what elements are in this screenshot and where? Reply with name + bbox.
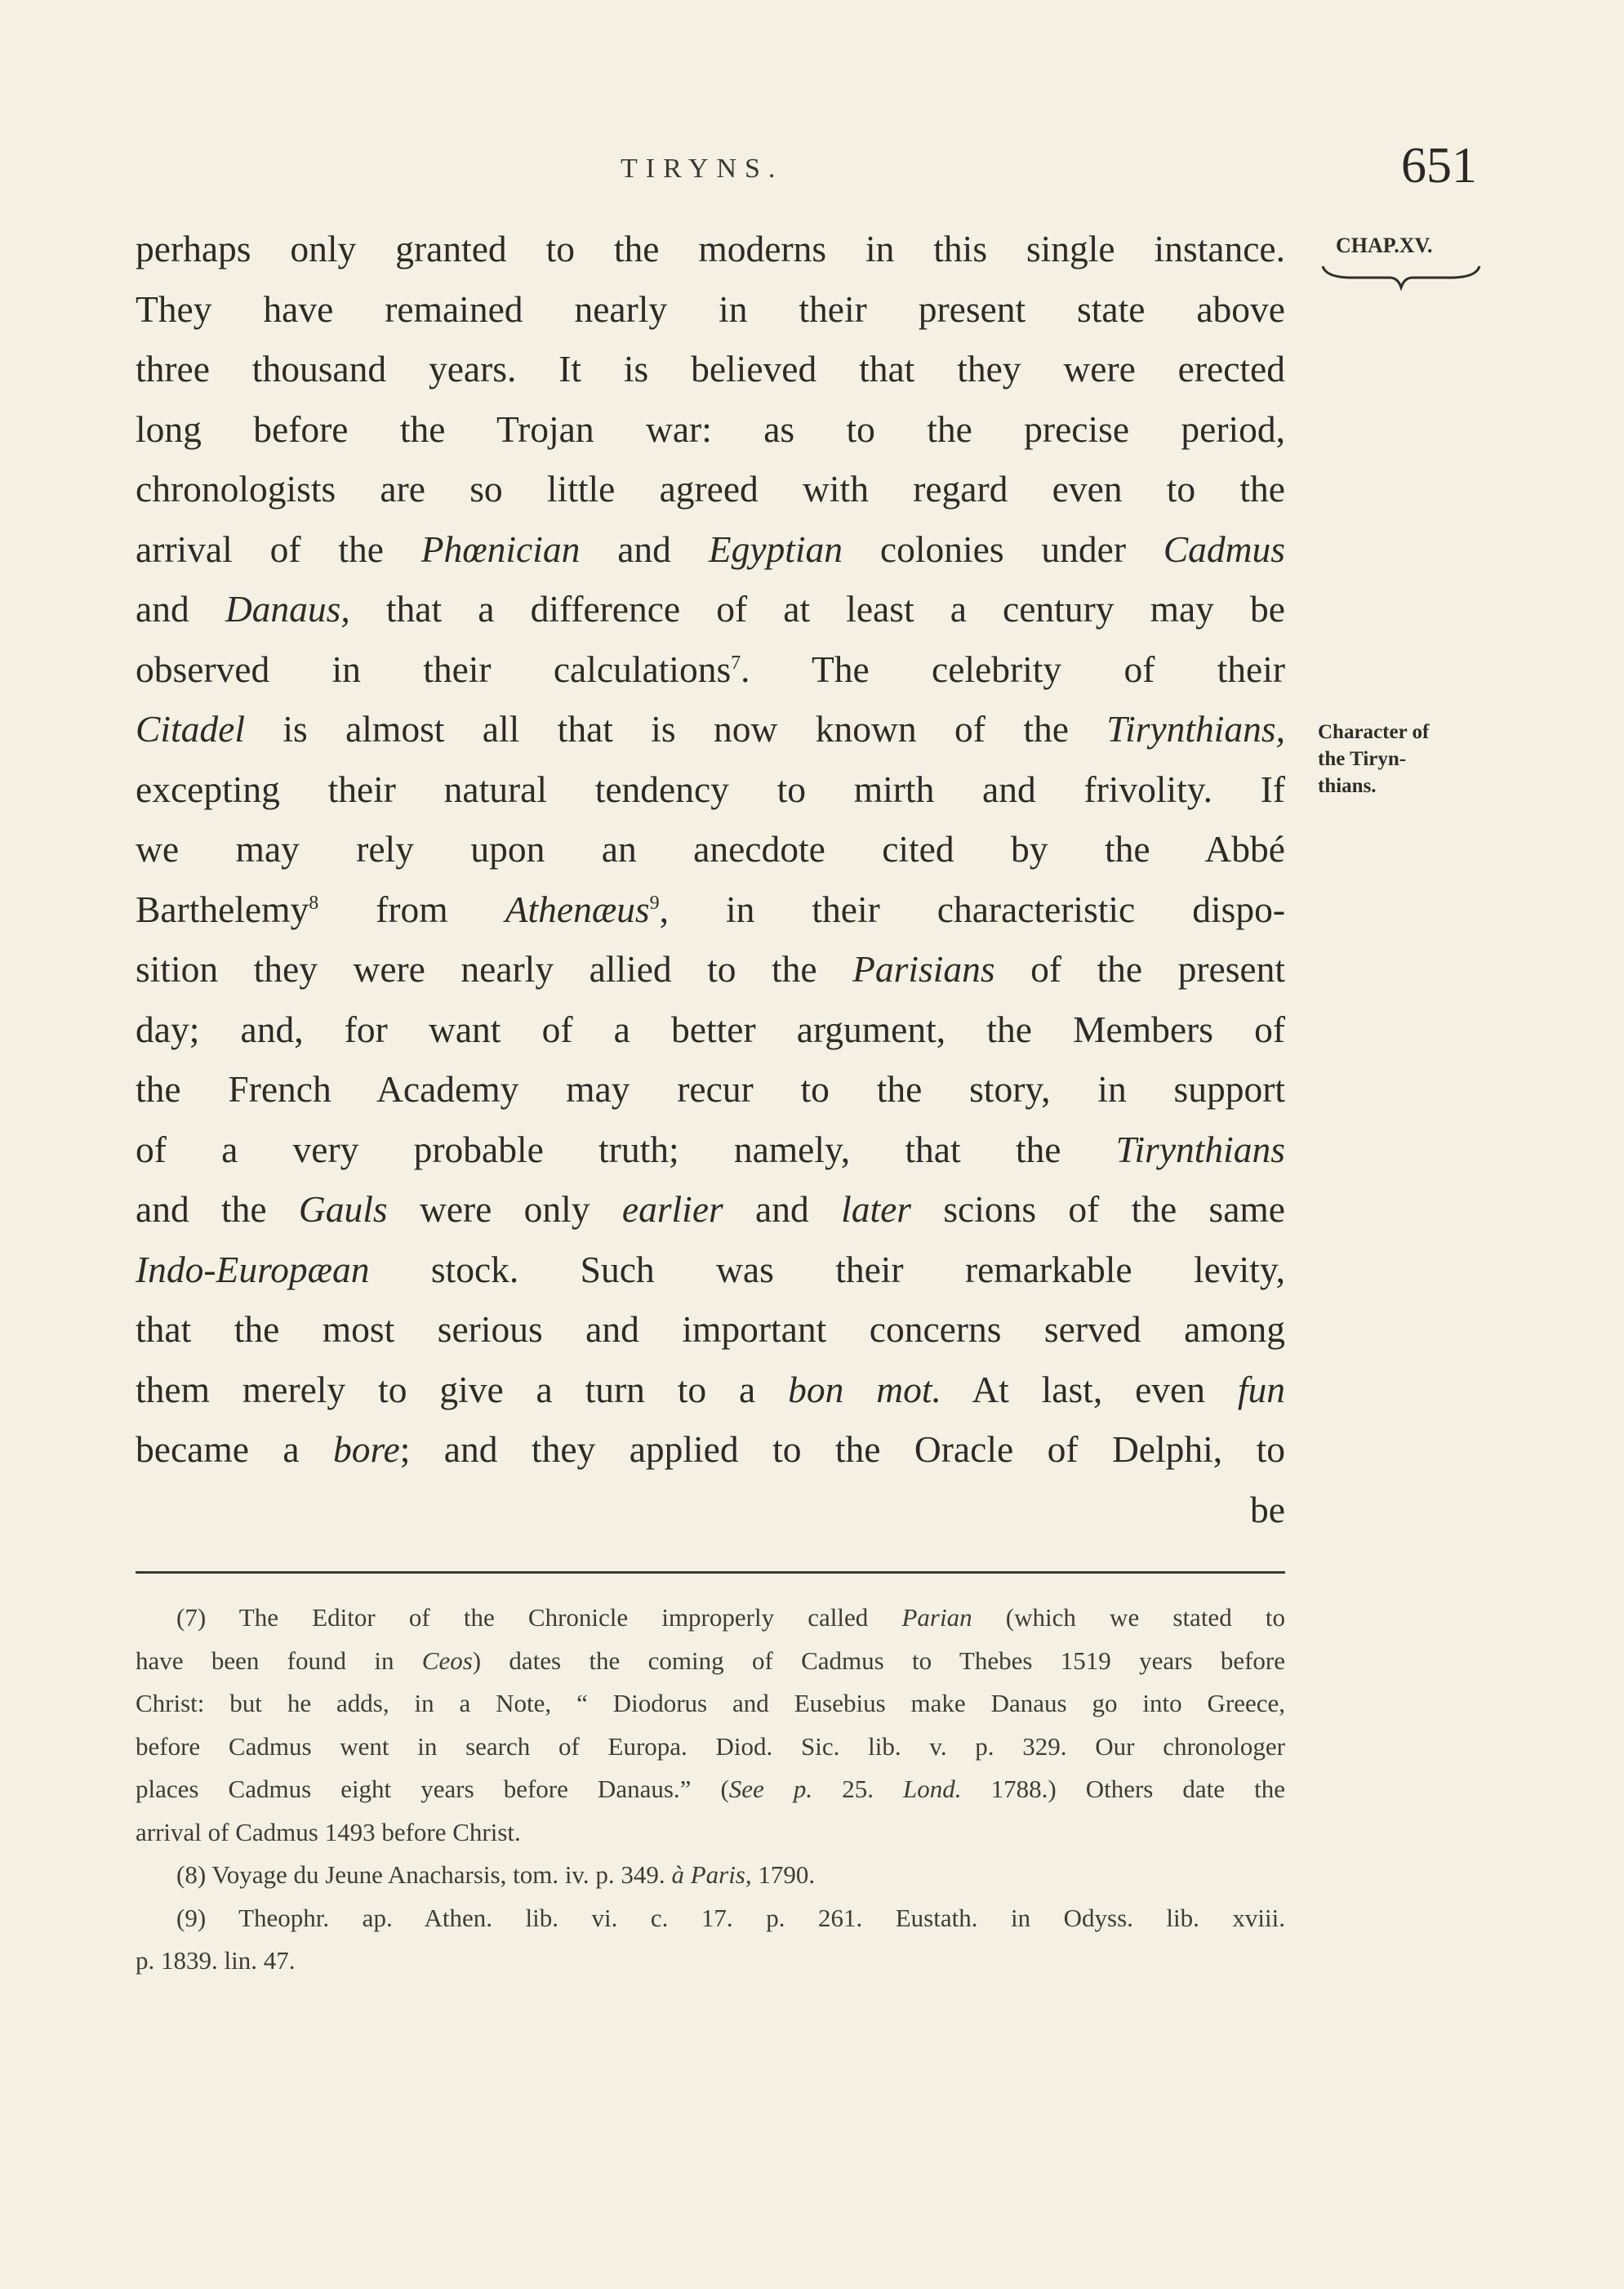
- text-run: became a: [136, 1428, 333, 1470]
- text-line: [136, 699, 1285, 759]
- text-line: [136, 759, 1285, 820]
- text-run: 25.: [812, 1775, 904, 1803]
- footnote-line: [136, 1768, 1285, 1811]
- text-run: long before the Trojan war: as to the precise period,: [136, 407, 1285, 450]
- marginal-note-line: the Tiryn-: [1318, 748, 1407, 770]
- text-run: chronologists are so little agreed with regard even to the: [136, 468, 1285, 510]
- text-run: excepting their natural tendency to mirth and frivolity. If: [136, 768, 1285, 810]
- text-line: [136, 1299, 1285, 1360]
- text-run: (8) Voyage du Jeune Anacharsis, tom. iv. p. 349.: [176, 1860, 672, 1889]
- italic-text: Tirynthians: [1115, 1128, 1285, 1170]
- italic-text: Phœnician: [420, 528, 581, 570]
- text-run: be: [1250, 1488, 1285, 1530]
- italic-text: Parisians: [852, 948, 995, 990]
- footnote-ref: 7: [731, 652, 741, 674]
- text-run: ) dates the coming of Cadmus to Thebes 1519 years before: [472, 1645, 1285, 1675]
- text-line: [136, 579, 1285, 639]
- text-run: three thousand years. It is believed that they were erected: [136, 348, 1285, 390]
- text-run: stock. Such was their remarkable levity,: [369, 1248, 1285, 1290]
- text-run: perhaps only granted to the moderns in this single instance.: [136, 228, 1285, 269]
- brace-ornament-icon: [1319, 260, 1483, 292]
- italic-text: bon mot.: [788, 1368, 941, 1410]
- footnote-rule: [136, 1571, 1285, 1574]
- text-run: have been found in: [136, 1645, 422, 1675]
- text-run: of a very probable truth; namely, that the: [136, 1128, 1116, 1170]
- italic-text: Danaus,: [225, 588, 350, 630]
- text-line: [136, 519, 1285, 580]
- footnote-line: [136, 1811, 1285, 1855]
- footnote-ref: 8: [309, 892, 319, 914]
- italic-text: Athenæus: [505, 888, 650, 930]
- text-run: day; and, for want of a better argument, the Members of: [136, 1008, 1285, 1050]
- text-line: [136, 1120, 1285, 1180]
- text-line: [136, 639, 1285, 700]
- text-run: and: [580, 528, 709, 570]
- italic-text: Citadel: [136, 708, 245, 750]
- text-run: arrival of the: [136, 528, 421, 570]
- text-run: colonies under: [843, 528, 1163, 570]
- italic-text: Cadmus: [1163, 528, 1285, 570]
- text-run: 1790.: [751, 1860, 816, 1889]
- text-run: At last, even: [941, 1368, 1238, 1410]
- text-line: [136, 819, 1285, 880]
- text-run: that the most serious and important concerns served among: [136, 1308, 1285, 1350]
- text-line: [136, 1480, 1285, 1540]
- text-line: [136, 219, 1285, 279]
- text-line: [136, 1000, 1285, 1060]
- text-line: [136, 1179, 1285, 1240]
- marginal-note-line: Character of: [1318, 721, 1430, 743]
- text-run: were only: [387, 1188, 622, 1230]
- text-run: ; and they applied to the Oracle of Delphi, to: [399, 1428, 1285, 1470]
- footnote-line: [136, 1854, 1285, 1897]
- text-run: of the present: [994, 948, 1285, 990]
- italic-text: à Paris,: [671, 1860, 752, 1889]
- marginal-note: [1318, 719, 1481, 799]
- text-run: is almost all that is now known of the: [244, 708, 1107, 750]
- text-run: (9) Theophr. ap. Athen. lib. vi. c. 17. p. 261. Eustath. in Odyss. lib. xviii.: [176, 1903, 1285, 1932]
- text-run: They have remained nearly in their present state above: [136, 287, 1285, 330]
- italic-text: Indo-Europæan: [136, 1248, 370, 1290]
- italic-text: earlier: [621, 1188, 723, 1230]
- text-run: that a difference of at least a century may be: [349, 588, 1285, 630]
- italic-text: Gauls: [298, 1188, 388, 1230]
- text-run: . The celebrity of their: [741, 648, 1285, 690]
- footnotes: [136, 1597, 1285, 1983]
- text-run: places Cadmus eight years before Danaus.” (: [136, 1775, 729, 1803]
- italic-text: Ceos: [421, 1645, 473, 1675]
- text-line: [136, 880, 1285, 940]
- text-run: Christ: but he adds, in a Note, “ Diodorus and Eusebius make Danaus go into Greece,: [136, 1689, 1285, 1717]
- text-line: [136, 279, 1285, 340]
- italic-text: bore: [333, 1428, 400, 1470]
- italic-text: Lond.: [903, 1775, 962, 1803]
- text-run: observed in their calculations: [136, 648, 732, 690]
- text-line: [136, 939, 1285, 1000]
- text-line: [136, 399, 1285, 460]
- text-line: [136, 1360, 1285, 1420]
- italic-text: Parian: [901, 1603, 972, 1632]
- text-run: p. 1839. lin. 47.: [136, 1946, 296, 1975]
- footnote-line: [136, 1939, 1285, 1983]
- footnote-line: [136, 1640, 1285, 1683]
- main-text: [136, 219, 1285, 1539]
- text-run: , in their characteristic dispo-: [659, 888, 1285, 930]
- page-number: 651: [1401, 138, 1477, 194]
- text-run: (which we stated to: [972, 1603, 1285, 1632]
- italic-text: fun: [1237, 1368, 1285, 1410]
- italic-text: Egyptian: [708, 528, 843, 570]
- italic-text: See p.: [728, 1775, 813, 1803]
- marginal-note-line: thians.: [1318, 775, 1377, 797]
- chapter-marginal-label: CHAP.XV.: [1336, 234, 1433, 257]
- text-run: before Cadmus went in search of Europa. Diod. Sic. lib. v. p. 329. Our chronologer: [136, 1731, 1285, 1761]
- text-line: [136, 339, 1285, 399]
- italic-text: later: [841, 1188, 911, 1230]
- text-run: arrival of Cadmus 1493 before Christ.: [136, 1817, 521, 1846]
- text-run: them merely to give a turn to a: [136, 1368, 789, 1410]
- text-run: and: [723, 1188, 842, 1230]
- text-run: Barthelemy: [136, 888, 309, 930]
- text-run: and the: [136, 1188, 299, 1230]
- footnote-line: [136, 1897, 1285, 1940]
- text-line: [136, 1240, 1285, 1300]
- text-run: 1788.) Others date the: [961, 1775, 1285, 1803]
- footnote-ref: 9: [649, 892, 660, 914]
- text-run: we may rely upon an anecdote cited by the Abbé: [136, 828, 1285, 870]
- text-run: (7) The Editor of the Chronicle improperly called: [176, 1603, 902, 1632]
- text-line: [136, 1059, 1285, 1120]
- text-run: sition they were nearly allied to the: [136, 948, 853, 990]
- text-run: and: [136, 588, 225, 630]
- text-line: [136, 459, 1285, 519]
- footnote-line: [136, 1597, 1285, 1640]
- footnote-line: [136, 1726, 1285, 1769]
- text-line: [136, 1419, 1285, 1480]
- text-run: the French Academy may recur to the story, in support: [136, 1068, 1285, 1110]
- running-head: TIRYNS.: [621, 154, 784, 184]
- italic-text: Tirynthians,: [1106, 708, 1285, 750]
- footnote-line: [136, 1682, 1285, 1726]
- text-run: scions of the same: [911, 1188, 1285, 1230]
- text-run: from: [318, 888, 505, 930]
